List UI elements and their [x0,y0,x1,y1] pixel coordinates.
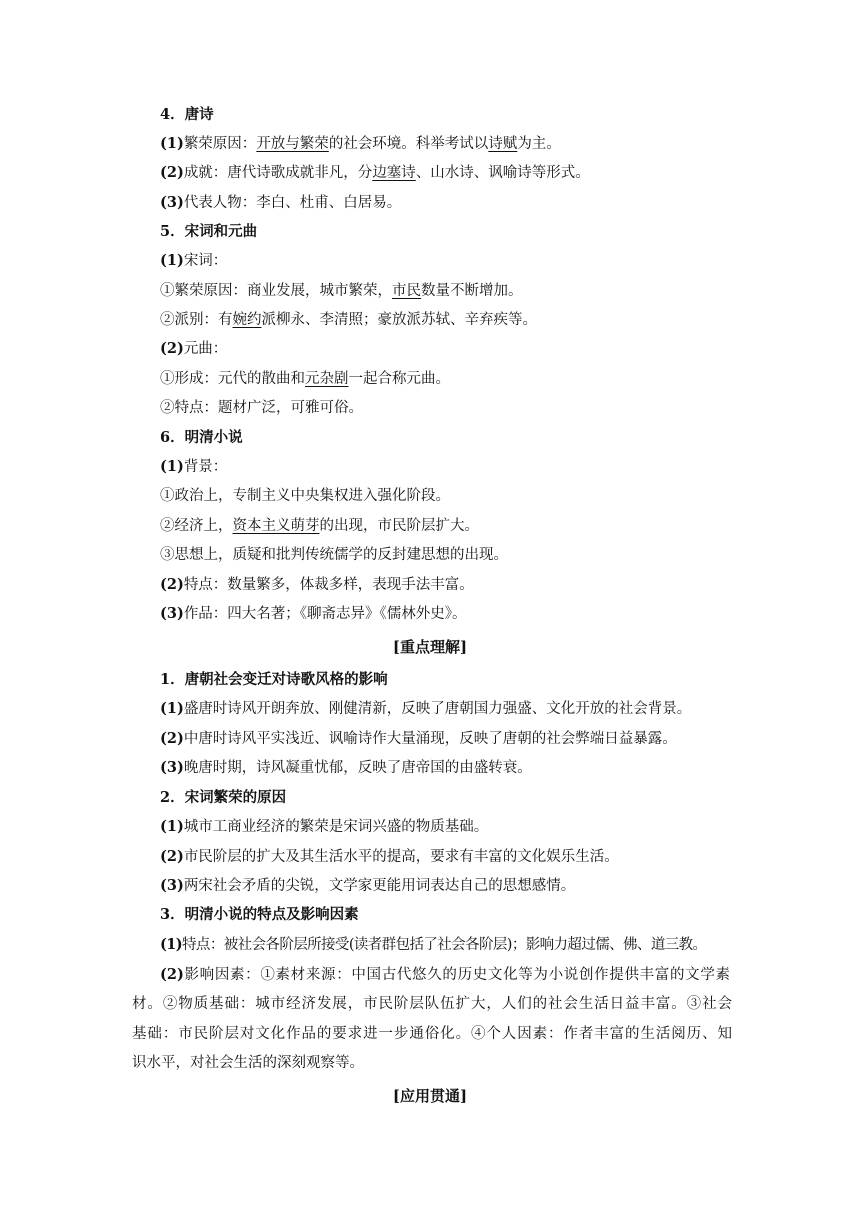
key-topic-3-title: 3．明清小说的特点及影响因素 [160,906,359,923]
key-topic-3-para-line-4: 识水平，对社会生活的深刻观察等。 [132,1055,364,1071]
key-topic-2-line-2: (2)市民阶层的扩大及其生活水平的提高，要求有丰富的文化娱乐生活。 [160,848,619,865]
s5-line-3: ①形成：元代的散曲和元杂剧一起合称元曲。 [160,371,450,387]
s5-line-1: ①繁荣原因：商业发展，城市繁荣，市民数量不断增加。 [160,283,523,299]
section-5-title: 5．宋词和元曲 [160,223,258,240]
s6-line-4: (2)特点：数量繁多，体裁多样，表现手法丰富。 [160,576,474,593]
section-6-title: 6．明清小说 [160,429,243,446]
s4-line-2: (2)成就：唐代诗歌成就非凡，分边塞诗、山水诗、讽喻诗等形式。 [160,164,590,181]
s5-line-2: ②派别：有婉约派柳永、李清照；豪放派苏轼、辛弃疾等。 [160,312,537,328]
key-topic-1-line-1: (1)盛唐时诗风开朗奔放、刚健清新，反映了唐朝国力强盛、文化开放的社会背景。 [160,700,692,717]
s5-heading-1: (1)宋词： [160,252,228,269]
section-4-title: 4．唐诗 [160,106,214,123]
key-topic-2-title: 2．宋词繁荣的原因 [160,789,287,806]
s6-line-3: ③思想上，质疑和批判传统儒学的反封建思想的出现。 [160,547,508,563]
s6-line-5: (3)作品：四大名著；《聊斋志异》《儒林外史》。 [160,605,467,622]
s5-line-4: ②特点：题材广泛，可雅可俗。 [160,400,363,416]
key-topic-2-line-3: (3)两宋社会矛盾的尖锐，文学家更能用词表达自己的思想感情。 [160,877,576,894]
key-topic-1-line-3: (3)晚唐时期，诗风凝重忧郁，反映了唐帝国的由盛转衰。 [160,759,532,776]
key-topic-2-line-1: (1)城市工商业经济的繁荣是宋词兴盛的物质基础。 [160,818,489,835]
key-topic-3-para-line-1: (2)影响因素：①素材来源：中国古代悠久的历史文化等为小说创作提供丰富的文学素 [160,966,730,983]
s6-heading-1: (1)背景： [160,458,228,475]
key-topic-1-title: 1．唐朝社会变迁对诗歌风格的影响 [160,671,388,688]
key-points-heading: [重点理解] [392,638,468,656]
application-heading: [应用贯通] [392,1087,468,1105]
key-topic-3-line-1: (1)特点：被社会各阶层所接受(读者群包括了社会各阶层)；影响力超过儒、佛、道三教。 [160,936,707,953]
s4-line-3: (3)代表人物：李白、杜甫、白居易。 [160,194,402,211]
s6-line-1: ①政治上，专制主义中央集权进入强化阶段。 [160,488,450,504]
s5-heading-2: (2)元曲： [160,340,228,357]
key-topic-1-line-2: (2)中唐时诗风平实浅近、讽喻诗作大量涌现，反映了唐朝的社会弊端日益暴露。 [160,730,677,747]
s4-line-1: (1)繁荣原因：开放与繁荣的社会环境。科举考试以诗赋为主。 [160,135,561,152]
s6-line-2: ②经济上，资本主义萌芽的出现，市民阶层扩大。 [160,518,479,534]
key-topic-3-para-line-3: 基础：市民阶层对文化作品的要求进一步通俗化。④个人因素：作者丰富的生活阅历、知 [132,1026,732,1042]
key-topic-3-para-line-2: 材。②物质基础：城市经济发展，市民阶层队伍扩大，人们的社会生活日益丰富。③社会 [132,996,732,1012]
